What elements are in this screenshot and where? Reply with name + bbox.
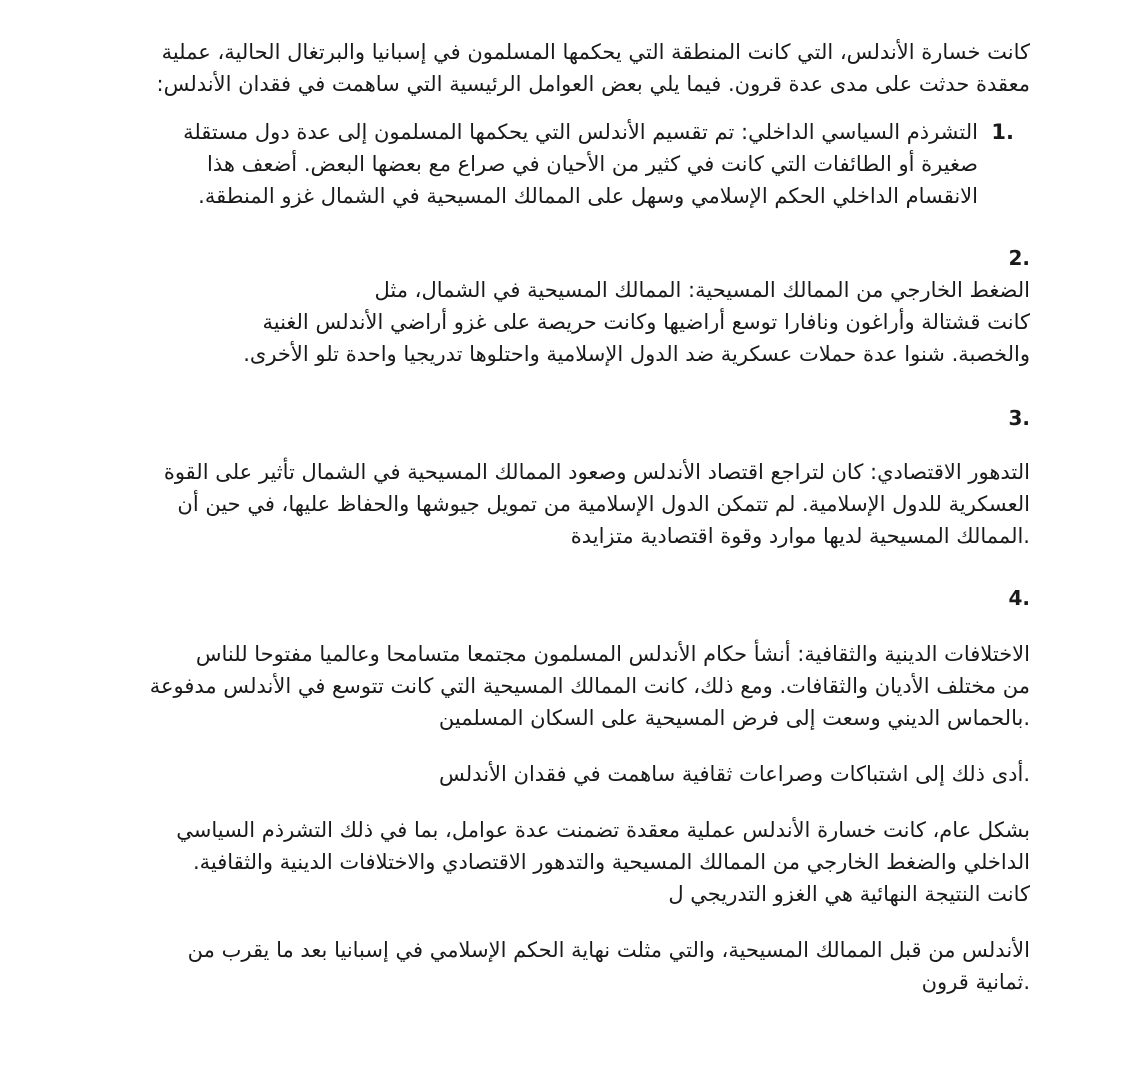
list-number-3: 3.	[1008, 406, 1030, 430]
list-number: 1.	[991, 120, 1014, 144]
text-line: بشكل عام، كانت خسارة الأندلس عملية معقدة تضمنت عدة عوامل، بما في ذلك التشرذم السياسي	[176, 818, 1030, 842]
text-line: الانقسام الداخلي الحكم الإسلامي وسهل على الممالك المسيحية في الشمال غزو المنطقة.	[198, 184, 978, 208]
text-line: الاختلافات الدينية والثقافية: أنشأ حكام الأندلس المسلمون مجتمعا متسامحا وعالميا مفتوحا للناس	[195, 642, 1030, 666]
text-line: كانت النتيجة النهائية هي الغزو التدريجي ل	[668, 882, 1030, 906]
text-line: الداخلي والضغط الخارجي من الممالك المسيحية والتدهور الاقتصادي والاختلافات الدينية والثقافية.	[192, 850, 1030, 874]
list-item-4	[100, 638, 1030, 734]
text-line: العسكرية للدول الإسلامية. لم تتمكن الدول الإسلامية من تمويل جيوشها والحفاظ عليها، في حين أن	[177, 492, 1030, 516]
text-line: كانت قشتالة وأراغون ونافارا توسع أراضيها وكانت حريصة على غزو أراضي الأندلس الغنية	[262, 310, 1030, 334]
consequence-paragraph	[100, 758, 1030, 790]
document-body	[100, 36, 1030, 998]
text-line: والخصبة. شنوا عدة حملات عسكرية ضد الدول الإسلامية واحتلوها تدريجيا واحدة تلو الأخرى.	[243, 342, 1030, 366]
text-line: .بالحماس الديني وسعت إلى فرض المسيحية على السكان المسلمين	[438, 706, 1030, 730]
list-item-3	[100, 456, 1030, 552]
ending-paragraph	[100, 934, 1030, 998]
text-line: .أدى ذلك إلى اشتباكات وصراعات ثقافية ساهمت في فقدان الأندلس	[439, 762, 1030, 786]
intro-paragraph	[100, 36, 1030, 100]
intro-line: كانت خسارة الأندلس، التي كانت المنطقة التي يحكمها المسلمون في إسبانيا والبرتغال الحالية، عملية	[161, 40, 1030, 64]
list-item-text	[100, 116, 978, 212]
text-line: من مختلف الأديان والثقافات. ومع ذلك، كانت الممالك المسيحية التي كانت تتوسع في الأندلس مدفوعة	[149, 674, 1030, 698]
list-number-4: 4.	[1008, 586, 1030, 610]
list-item-1	[100, 116, 1030, 212]
text-line: الضغط الخارجي من الممالك المسيحية: الممالك المسيحية في الشمال، مثل	[374, 278, 1030, 302]
text-line: الأندلس من قبل الممالك المسيحية، والتي مثلت نهاية الحكم الإسلامي في إسبانيا بعد ما يقرب من	[187, 938, 1030, 962]
text-line: التدهور الاقتصادي: كان لتراجع اقتصاد الأندلس وصعود الممالك المسيحية في الشمال تأثير على القوة	[163, 460, 1030, 484]
text-line: .الممالك المسيحية لديها موارد وقوة اقتصادية متزايدة	[570, 524, 1030, 548]
list-number-2: 2.	[1008, 246, 1030, 270]
text-line: صغيرة أو الطائفات التي كانت في كثير من الأحيان في صراع مع بعضها البعض. أضعف هذا	[207, 152, 978, 176]
intro-line: معقدة حدثت على مدى عدة قرون. فيما يلي بعض العوامل الرئيسية التي ساهمت في فقدان الأندلس:	[156, 72, 1030, 96]
summary-paragraph	[100, 814, 1030, 910]
text-line: التشرذم السياسي الداخلي: تم تقسيم الأندلس التي يحكمها المسلمون إلى عدة دول مستقلة	[183, 120, 978, 144]
text-line: .ثمانية قرون	[921, 970, 1030, 994]
list-item-2	[100, 274, 1030, 370]
